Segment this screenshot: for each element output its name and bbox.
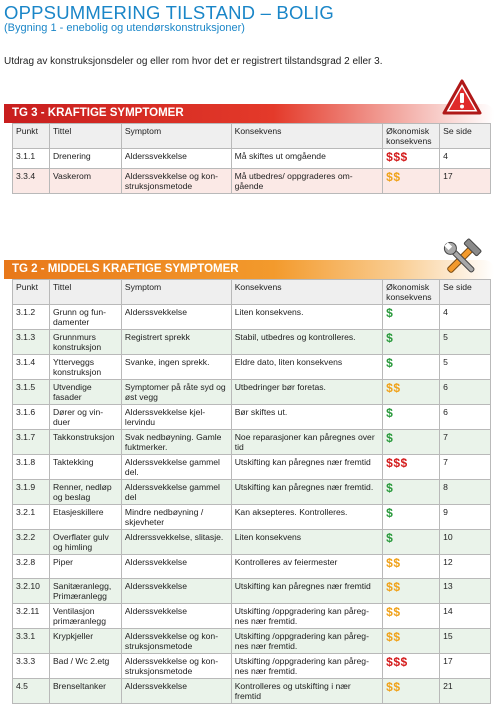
cell-okonomisk: [383, 505, 440, 530]
table-row: [13, 169, 491, 194]
tg3-banner: [4, 104, 494, 123]
cell-konsekvens: Utskifting kan påregnes nær fremtid: [231, 579, 382, 604]
cell-symptom: Mindre nedbøyning / skjevheter: [121, 505, 231, 530]
tg3-title: TG 3 - KRAFTIGE SYMPTOMER: [12, 107, 184, 119]
table-row: [13, 330, 491, 355]
cell-punkt: 3.1.7: [13, 430, 50, 455]
cell-konsekvens: Utskifting kan påregnes nær fremtid.: [231, 480, 382, 505]
cell-symptom: Alderssvekkelse og kon-struksjonsmetode: [121, 629, 231, 654]
col-side: Se side: [440, 124, 491, 149]
table-row: [13, 629, 491, 654]
cell-punkt: 3.1.5: [13, 380, 50, 405]
cell-side: 17: [440, 169, 491, 194]
table-row: [13, 149, 491, 169]
cost-indicator: $: [386, 406, 394, 420]
cost-indicator: $$$: [386, 655, 408, 669]
cell-side: 12: [440, 555, 491, 579]
cell-okonomisk: [383, 355, 440, 380]
cell-okonomisk: [383, 455, 440, 480]
cell-side: 6: [440, 405, 491, 430]
tg3-header-row: [13, 124, 491, 149]
col-tittel: Tittel: [49, 280, 121, 305]
cell-punkt: 3.1.4: [13, 355, 50, 380]
cell-side: 14: [440, 604, 491, 629]
cell-symptom: Svanke, ingen sprekk.: [121, 355, 231, 380]
cell-punkt: 3.1.8: [13, 455, 50, 480]
cell-punkt: 3.1.6: [13, 405, 50, 430]
cell-okonomisk: [383, 530, 440, 555]
cell-okonomisk: [383, 480, 440, 505]
cell-tittel: Ytterveggs konstruksjon: [49, 355, 121, 380]
table-row: [13, 679, 491, 704]
cell-tittel: Grunn og fun-damenter: [49, 305, 121, 330]
table-row: [13, 654, 491, 679]
cost-indicator: $$$: [386, 150, 408, 164]
cell-konsekvens: Utskifting /oppgradering kan påreg-nes nær fremtid.: [231, 629, 382, 654]
cell-tittel: Taktekking: [49, 455, 121, 480]
cell-tittel: Ventilasjon primæranlegg: [49, 604, 121, 629]
cell-okonomisk: [383, 149, 440, 169]
table-row: [13, 555, 491, 579]
cell-okonomisk: [383, 579, 440, 604]
cell-symptom: Registrert sprekk: [121, 330, 231, 355]
cost-indicator: $: [386, 506, 394, 520]
cell-symptom: Aldrerssvekkelse, slitasje.: [121, 530, 231, 555]
cell-konsekvens: Noe reparasjoner kan påregnes over tid: [231, 430, 382, 455]
cell-punkt: 3.2.11: [13, 604, 50, 629]
cell-symptom: Alderssvekkelse: [121, 579, 231, 604]
cost-indicator: $$$: [386, 456, 408, 470]
cell-symptom: Alderssvekkelse: [121, 555, 231, 579]
page-title: OPPSUMMERING TILSTAND – BOLIG: [4, 2, 334, 23]
cell-okonomisk: [383, 654, 440, 679]
cell-punkt: 3.3.1: [13, 629, 50, 654]
cell-punkt: 3.2.1: [13, 505, 50, 530]
cell-side: 15: [440, 629, 491, 654]
cell-konsekvens: Må utbedres/ oppgraderes om-gående: [231, 169, 383, 194]
cell-tittel: Grunnmurs konstruksjon: [49, 330, 121, 355]
tg2-section: [4, 260, 494, 704]
cell-okonomisk: [383, 169, 440, 194]
table-row: [13, 480, 491, 505]
cost-indicator: $$: [386, 630, 401, 644]
table-row: [13, 380, 491, 405]
cost-indicator: $$: [386, 170, 401, 184]
col-konsekvens: Konsekvens: [231, 124, 383, 149]
cell-konsekvens: Må skiftes ut omgående: [231, 149, 383, 169]
table-row: [13, 505, 491, 530]
cell-okonomisk: [383, 405, 440, 430]
cell-tittel: Renner, nedløp og beslag: [49, 480, 121, 505]
cost-indicator: $$: [386, 680, 401, 694]
cell-side: 7: [440, 455, 491, 480]
col-symptom: Symptom: [121, 124, 231, 149]
cell-okonomisk: [383, 380, 440, 405]
cell-symptom: Alderssvekkelse: [121, 679, 231, 704]
cell-konsekvens: Utskifting kan påregnes nær fremtid: [231, 455, 382, 480]
col-tittel: Tittel: [49, 124, 121, 149]
cell-konsekvens: Kontrolleres av feiermester: [231, 555, 382, 579]
cell-konsekvens: Liten konsekvens.: [231, 305, 382, 330]
cell-symptom: Alderssvekkelse og kon-struksjonsmetode: [121, 169, 231, 194]
cell-tittel: Krypkjeller: [49, 629, 121, 654]
col-okonomisk: Økonomisk konsekvens: [383, 280, 440, 305]
cell-side: 5: [440, 355, 491, 380]
cell-konsekvens: Utskifting /oppgradering kan påreg-nes nær fremtid.: [231, 654, 382, 679]
tg3-table: [12, 123, 491, 194]
cell-punkt: 4.5: [13, 679, 50, 704]
tg2-title: TG 2 - MIDDELS KRAFTIGE SYMPTOMER: [12, 263, 239, 275]
cell-side: 7: [440, 430, 491, 455]
table-row: [13, 405, 491, 430]
table-row: [13, 604, 491, 629]
col-punkt: Punkt: [13, 280, 50, 305]
cell-symptom: Alderssvekkelse gammel del.: [121, 455, 231, 480]
col-punkt: Punkt: [13, 124, 50, 149]
cell-konsekvens: Utbedringer bør foretas.: [231, 380, 382, 405]
cell-side: 4: [440, 305, 491, 330]
table-row: [13, 530, 491, 555]
cell-side: 10: [440, 530, 491, 555]
cost-indicator: $: [386, 431, 394, 445]
cell-okonomisk: [383, 629, 440, 654]
cost-indicator: $$: [386, 556, 401, 570]
cell-side: 6: [440, 380, 491, 405]
cell-punkt: 3.1.3: [13, 330, 50, 355]
cost-indicator: $: [386, 356, 394, 370]
cell-tittel: Dører og vin-duer: [49, 405, 121, 430]
cost-indicator: $: [386, 531, 394, 545]
cell-konsekvens: Utskifting /oppgradering kan påreg-nes nær fremtid.: [231, 604, 382, 629]
cell-tittel: Brenseltanker: [49, 679, 121, 704]
cell-symptom: Symptomer på råte syd og øst vegg: [121, 380, 231, 405]
cell-konsekvens: Kontrolleres og utskifting i nær fremtid: [231, 679, 382, 704]
col-okonomisk: Økonomisk konsekvens: [383, 124, 440, 149]
cell-okonomisk: [383, 430, 440, 455]
cell-side: 21: [440, 679, 491, 704]
cell-punkt: 3.2.8: [13, 555, 50, 579]
cell-tittel: Utvendige fasader: [49, 380, 121, 405]
tg2-banner: [4, 260, 494, 279]
cost-indicator: $$: [386, 580, 401, 594]
cell-symptom: Alderssvekkelse: [121, 149, 231, 169]
cell-symptom: Alderssvekkelse gammel del: [121, 480, 231, 505]
cell-side: 17: [440, 654, 491, 679]
cell-okonomisk: [383, 604, 440, 629]
cell-tittel: Bad / Wc 2.etg: [49, 654, 121, 679]
cell-punkt: 3.2.10: [13, 579, 50, 604]
cost-indicator: $$: [386, 381, 401, 395]
cell-okonomisk: [383, 555, 440, 579]
cell-konsekvens: Kan aksepteres. Kontrolleres.: [231, 505, 382, 530]
cell-side: 13: [440, 579, 491, 604]
cell-side: 4: [440, 149, 491, 169]
intro-text: Utdrag av konstruksjonsdeler og eller rom hvor det er registrert tilstandsgrad 2 eller 3.: [4, 56, 383, 67]
table-row: [13, 430, 491, 455]
cell-symptom: Alderssvekkelse kjel-lervindu: [121, 405, 231, 430]
cost-indicator: $: [386, 331, 394, 345]
cell-konsekvens: Eldre dato, liten konsekvens: [231, 355, 382, 380]
cell-tittel: Etasjeskillere: [49, 505, 121, 530]
cost-indicator: $$: [386, 605, 401, 619]
cost-indicator: $: [386, 306, 394, 320]
cell-side: 9: [440, 505, 491, 530]
cell-symptom: Alderssvekkelse: [121, 604, 231, 629]
cell-konsekvens: Liten konsekvens: [231, 530, 382, 555]
cell-okonomisk: [383, 330, 440, 355]
col-symptom: Symptom: [121, 280, 231, 305]
cell-punkt: 3.1.9: [13, 480, 50, 505]
cell-punkt: 3.1.1: [13, 149, 50, 169]
cell-okonomisk: [383, 305, 440, 330]
cell-tittel: Piper: [49, 555, 121, 579]
cell-tittel: Overflater gulv og himling: [49, 530, 121, 555]
cell-punkt: 3.2.2: [13, 530, 50, 555]
cell-punkt: 3.3.4: [13, 169, 50, 194]
page-subtitle: (Bygning 1 - enebolig og utendørskonstruksjoner): [4, 22, 245, 34]
cell-punkt: 3.1.2: [13, 305, 50, 330]
table-row: [13, 579, 491, 604]
tg2-table: [12, 279, 491, 704]
cell-punkt: 3.3.3: [13, 654, 50, 679]
warning-triangle-icon: [442, 78, 482, 118]
cell-symptom: Svak nedbøyning. Gamle fuktmerker.: [121, 430, 231, 455]
col-konsekvens: Konsekvens: [231, 280, 382, 305]
cell-tittel: Takkonstruksjon: [49, 430, 121, 455]
cost-indicator: $: [386, 481, 394, 495]
table-row: [13, 305, 491, 330]
tg2-header-row: [13, 280, 491, 305]
cell-symptom: Alderssvekkelse og kon-struksjonsmetode: [121, 654, 231, 679]
table-row: [13, 455, 491, 480]
cell-konsekvens: Bør skiftes ut.: [231, 405, 382, 430]
cell-tittel: Vaskerom: [49, 169, 121, 194]
col-side: Se side: [440, 280, 491, 305]
cell-side: 8: [440, 480, 491, 505]
tg3-section: [4, 104, 494, 194]
cell-okonomisk: [383, 679, 440, 704]
cell-tittel: Sanitæranlegg, Primæranlegg: [49, 579, 121, 604]
cell-side: 5: [440, 330, 491, 355]
tools-icon: [438, 236, 484, 282]
cell-symptom: Alderssvekkelse: [121, 305, 231, 330]
cell-konsekvens: Stabil, utbedres og kontrolleres.: [231, 330, 382, 355]
cell-tittel: Drenering: [49, 149, 121, 169]
table-row: [13, 355, 491, 380]
